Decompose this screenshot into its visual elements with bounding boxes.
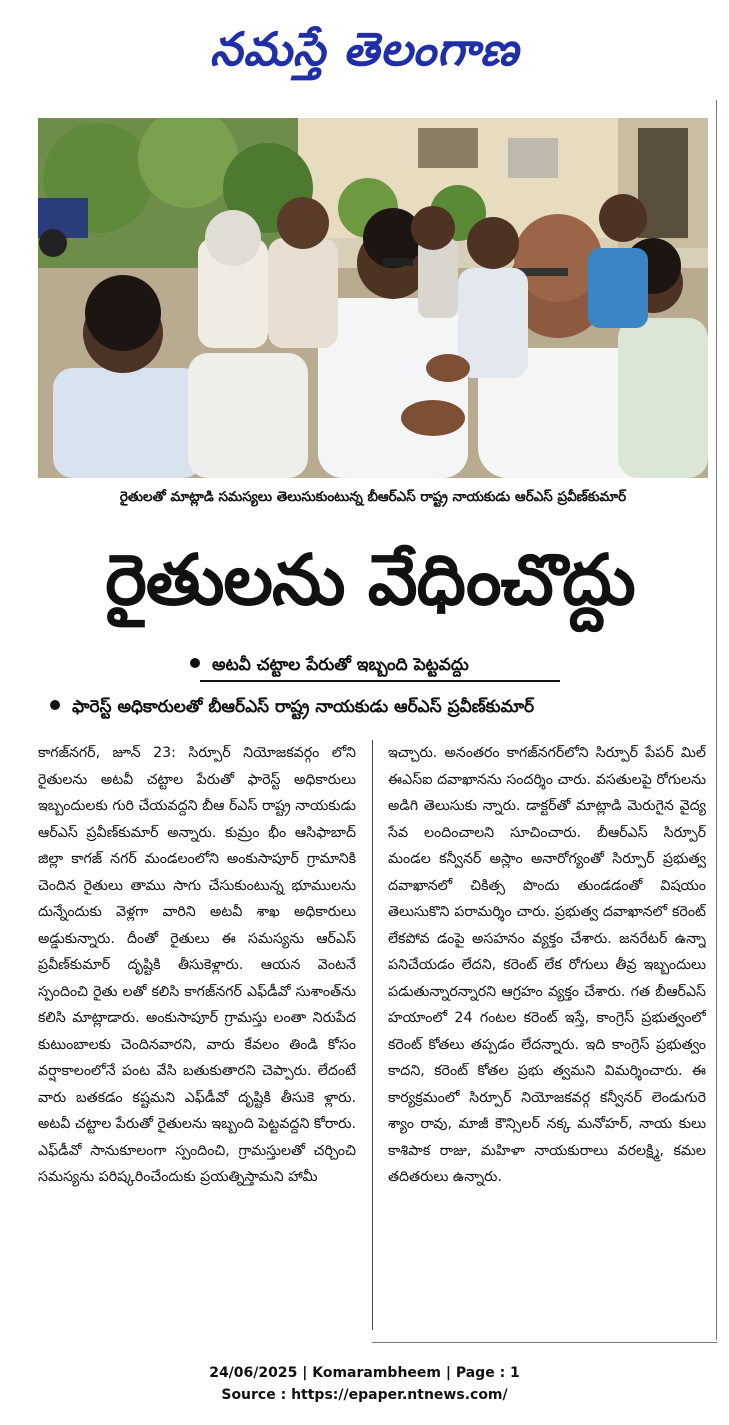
page-footer xyxy=(0,1362,729,1408)
masthead-title: నమస్తే తెలంగాణ xyxy=(209,22,520,76)
subhead-underline xyxy=(200,680,560,682)
footer-source-link[interactable]: Source : https://epaper.ntnews.com/ xyxy=(221,1387,508,1403)
news-photo xyxy=(38,118,708,478)
column-divider xyxy=(372,740,373,1330)
article-box-edge xyxy=(716,100,717,1340)
bullet-icon xyxy=(190,658,200,668)
article-column-right: ఇచ్చారు. అనంతరం కాగజ్‌నగర్‌లోని సిర్పూర్ పేపర్ మిల్ ఈఎస్ఐ దవాఖానను సందర్శిం చారు. వసతులపై రోగులను అడిగి తెలుసుకు న్నారు. డాక్టర్‌తో మాట్లాడి మెరుగైన వైద్య సేవ లందించాలని సూచించారు. బీఆర్ఎస్ సిర్పూర్ మండల కన్వీనర్ అస్లాం అనారోగ్యంతో సిర్పూర్ ప్రభుత్వ దవాఖానలో చికిత్స పొందు తుండడంతో విషయం తెలుసుకొని పరామర్శిం చారు. ప్రభుత్వ దవాఖానలో కరెంట్ లేకపోవ డంపై అసహనం వ్యక్తం చేశారు. జనరేటర్ ఉన్నా పనిచేయడం లేదని, కరెంట్ లేక రోగులు తీవ్ర ఇబ్బందులు పడుతున్నారన్నారని ఆగ్రహం వ్యక్తం చేశారు. గత బీఆర్ఎస్ హయాంలో 24 గంటల కరెంట్ ఇస్తే, కాంగ్రెస్ ప్రభుత్వంలో కరెంట్ కోతలు తప్పడం లేదన్నారు. ఇది కాంగ్రెస్ ప్రభుత్వం కాదని, కరెంట్ కోతల ప్రభు త్వమని విమర్శించారు. ఈ కార్యక్రమంలో సిర్పూర్ నియోజకవర్గ కన్వీనర్ లెండుగురె శ్యాం రావు, మాజీ కౌన్సిలర్ నక్క మనోహర్, నాయ కులు కాశిపాక రాజు, మహిళా నాయకురాలు వరలక్ష్మి, కమల తదితరులు ఉన్నారు. xyxy=(388,745,706,1185)
subhead-1-text: అటవీ చట్టాల పేరుతో ఇబ్బంది పెట్టవద్దు xyxy=(212,655,469,675)
article-column-left: కాగజ్‌నగర్, జూన్ 23: సిర్పూర్ నియోజకవర్గం లోని రైతులను అటవీ చట్టాల పేరుతో ఫారెస్ట్ అధికారులు ఇబ్బందులకు గురి చేయవద్దని బీఆ ర్ఎస్ రాష్ట్ర నాయకుడు ఆర్ఎస్ ప్రవీణ్‌కుమార్ అన్నారు. కుమ్రం భీం ఆసిఫాబాద్ జిల్లా కాగజ్ నగర్ మండలంలోని అంకుసాపూర్ గ్రామానికి చెందిన రైతులు తాము సాగు చేసుకుంటున్న భూములను దున్నేందుకు వెళ్లగా వారిని అటవీ శాఖ అధికారులు అడ్డుకున్నారు. దీంతో రైతులు ఈ సమస్యను ఆర్ఎస్ ప్రవీణ్‌కుమార్ దృష్టికి తీసుకెళ్లారు. ఆయన వెంటనే స్పందించి రైతు లతో కలిసి కాగజ్‌నగర్ ఎఫ్‌డీవో సుశాంత్‌ను కలిసి మాట్లాడారు. అంకుసాపూర్ గ్రామస్తు లంతా నిరుపేద కుటుంబాలకు చెందినవారని, వారు కేవలం తిండి కోసం వర్షాకాలంలోనే పంట వేసి బతుకుతారని చెప్పారు. లేదంటే వారు బతకడం కష్టమని ఎఫ్‌డీవో దృష్టికి తీసుకె ళ్లారు. అటవీ చట్టాల పేరుతో రైతులను ఇబ్బంది పెట్టవద్దని కోరారు. ఎఫ్‌డీవో సానుకూలంగా స్పందించి, గ్రామస్తులతో చర్చించి సమస్యను పరిష్కరించేందుకు ప్రయత్నిస్తామని హామీ xyxy=(38,745,356,1185)
article-subhead-2 xyxy=(50,690,710,724)
newspaper-masthead xyxy=(0,0,729,110)
photo-caption: రైతులతో మాట్లాడి సమస్యలు తెలుసుకుంటున్న బీఆర్ఎస్ రాష్ట్ర నాయకుడు ఆర్ఎస్ ప్రవీణ్‌కుమార్ xyxy=(119,489,627,505)
footer-edition-info: 24/06/2025 | Komarambheem | Page : 1 xyxy=(209,1365,520,1381)
article-headline: రైతులను వేధించొద్దు xyxy=(105,539,635,621)
photo-illustration xyxy=(38,118,708,478)
article-subhead-1 xyxy=(190,648,570,682)
article-box-bottom xyxy=(372,1342,717,1343)
bullet-icon xyxy=(50,700,60,710)
subhead-2-text: ఫారెస్ట్ అధికారులతో బీఆర్ఎస్ రాష్ట్ర నాయకుడు ఆర్ఎస్ ప్రవీణ్‌కుమార్ xyxy=(72,697,535,717)
